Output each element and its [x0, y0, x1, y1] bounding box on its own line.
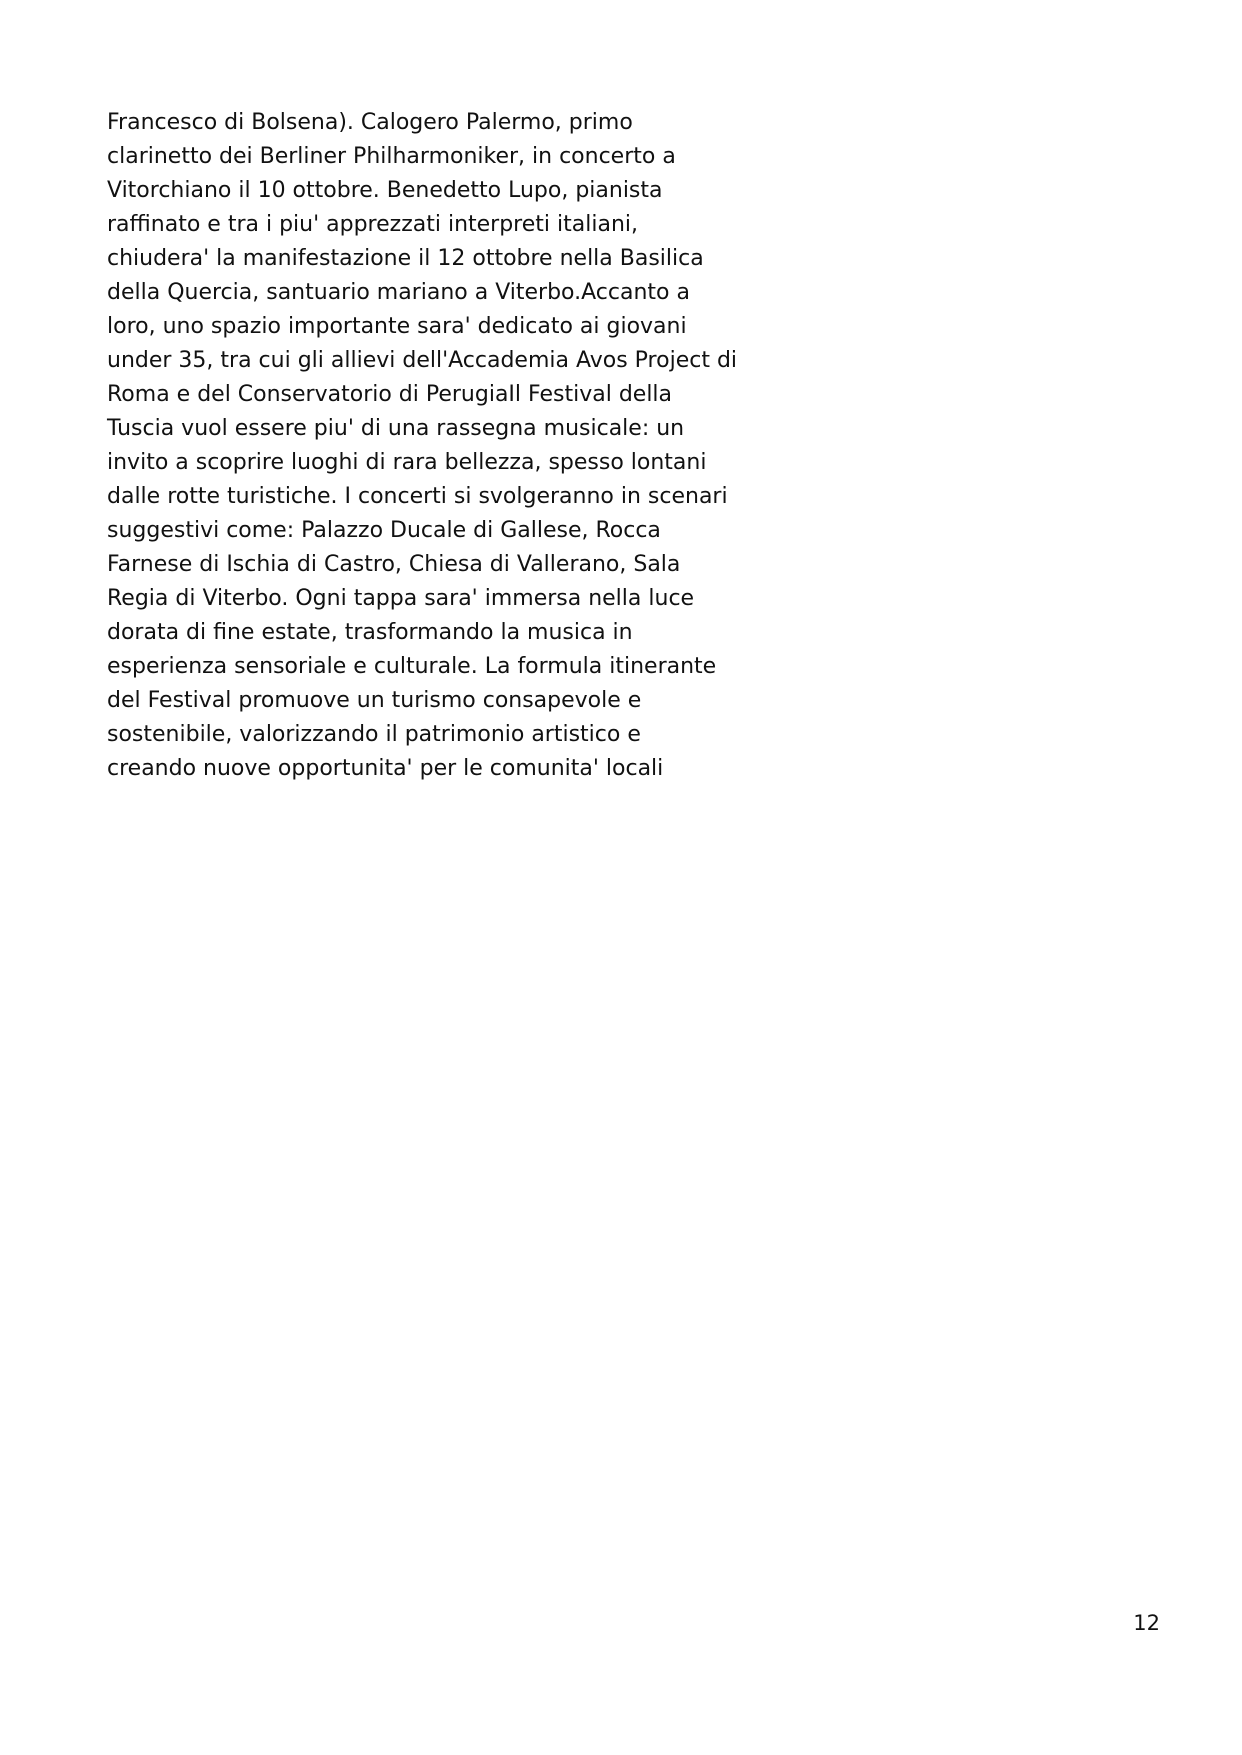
text-line: clarinetto dei Berliner Philharmoniker, in concerto a: [107, 144, 676, 169]
text-line: Francesco di Bolsena). Calogero Palermo, primo: [107, 110, 633, 135]
text-line: Vitorchiano il 10 ottobre. Benedetto Lupo, pianista: [107, 178, 663, 203]
text-line: Tuscia vuol essere piu' di una rassegna musicale: un: [107, 416, 685, 441]
text-line: invito a scoprire luoghi di rara bellezza, spesso lontani: [107, 450, 707, 475]
text-line: esperienza sensoriale e culturale. La formula itinerante: [107, 654, 717, 679]
text-line: della Quercia, santuario mariano a Viterbo.Accanto a: [107, 280, 690, 305]
text-line: Regia di Viterbo. Ogni tappa sara' immersa nella luce: [107, 586, 695, 611]
text-line: dorata di fine estate, trasformando la musica in: [107, 620, 633, 645]
text-line: raffinato e tra i piu' apprezzati interpreti italiani,: [107, 212, 638, 237]
page-number: 12: [1133, 1611, 1160, 1635]
text-line: under 35, tra cui gli allievi dell'Accademia Avos Project di: [107, 348, 738, 373]
text-line: sostenibile, valorizzando il patrimonio artistico e: [107, 722, 641, 747]
text-line: dalle rotte turistiche. I concerti si svolgeranno in scenari: [107, 484, 728, 509]
text-line: suggestivi come: Palazzo Ducale di Gallese, Rocca: [107, 518, 661, 543]
text-line: creando nuove opportunita' per le comunita' locali: [107, 756, 664, 781]
text-line: Roma e del Conservatorio di PerugiaIl Festival della: [107, 382, 673, 407]
text-line: loro, uno spazio importante sara' dedicato ai giovani: [107, 314, 687, 339]
text-line: del Festival promuove un turismo consapevole e: [107, 688, 642, 713]
body-paragraph: [107, 106, 747, 786]
text-line: chiudera' la manifestazione il 12 ottobre nella Basilica: [107, 246, 704, 271]
text-line: Farnese di Ischia di Castro, Chiesa di Vallerano, Sala: [107, 552, 681, 577]
